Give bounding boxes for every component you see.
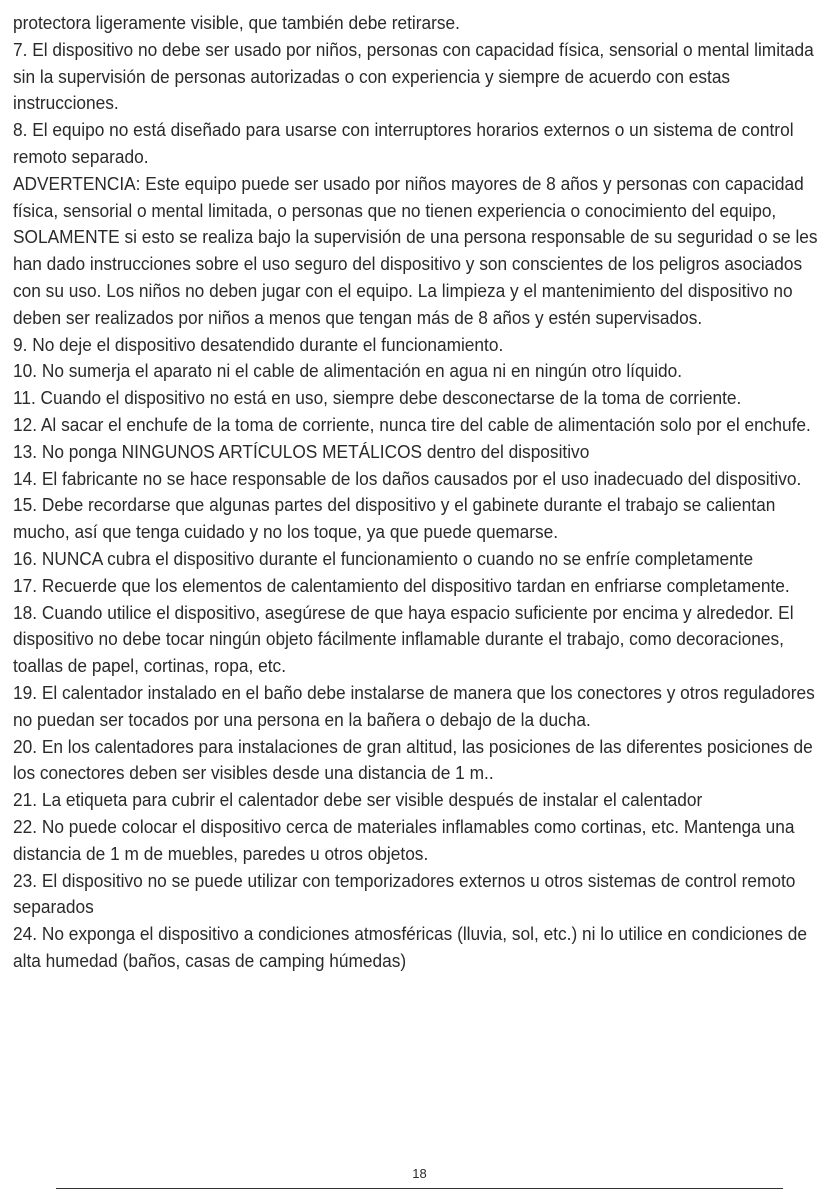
paragraph-warning: ADVERTENCIA: Este equipo puede ser usado por niños mayores de 8 años y personas con capacidad física, sensorial o mental limitada, o personas que no tienen experiencia o conocimiento del equipo, SOLAMENTE si esto se realiza bajo la supervisión de una persona responsable de su seguridad o se les han dado instrucciones sobre el uso seguro del dispositivo y son conscientes de los peligros asociados con su uso. Los niños no deben jugar con el equipo. La limpieza y el mantenimiento del dispositivo no deben ser realizados por niños a menos que tengan más de 8 años y estén supervisados. <box>13 172 818 328</box>
paragraph-item-19: 19. El calentador instalado en el baño debe instalarse de manera que los conectores y otros reguladores no puedan ser tocados por una persona en la bañera o debajo de la ducha. <box>13 681 815 730</box>
paragraph-item-12: 12. Al sacar el enchufe de la toma de corriente, nunca tire del cable de alimentación solo por el enchufe. <box>13 413 811 435</box>
paragraph-item-14: 14. El fabricante no se hace responsable de los daños causados por el uso inadecuado del dispositivo. <box>13 467 802 489</box>
paragraph-item-11: 11. Cuando el dispositivo no está en uso, siempre debe desconectarse de la toma de corriente. <box>13 387 742 409</box>
footer-divider <box>56 1188 783 1189</box>
paragraph-item-22: 22. No puede colocar el dispositivo cerca de materiales inflamables como cortinas, etc. Mantenga una distancia de 1 m de muebles, paredes u otros objetos. <box>13 815 795 864</box>
paragraph-item-7: 7. El dispositivo no debe ser usado por niños, personas con capacidad física, sensorial o mental limitada sin la supervisión de personas autorizadas o con experiencia y siempre de acuerdo con estas instrucciones. <box>13 38 814 114</box>
paragraph-continuation: protectora ligeramente visible, que también debe retirarse. <box>13 12 460 33</box>
paragraph-item-16: 16. NUNCA cubra el dispositivo durante el funcionamiento o cuando no se enfríe completamente <box>13 547 754 569</box>
document-body <box>13 10 818 975</box>
paragraph-item-20: 20. En los calentadores para instalaciones de gran altitud, las posiciones de las diferentes posiciones de los conectores deben ser visibles desde una distancia de 1 m.. <box>13 735 813 784</box>
paragraph-item-18: 18. Cuando utilice el dispositivo, asegúrese de que haya espacio suficiente por encima y alrededor. El dispositivo no debe tocar ningún objeto fácilmente inflamable durante el trabajo, como decoraciones, toallas de papel, cortinas, ropa, etc. <box>13 601 794 677</box>
paragraph-item-17: 17. Recuerde que los elementos de calentamiento del dispositivo tardan en enfriarse completamente. <box>13 574 790 596</box>
paragraph-item-24: 24. No exponga el dispositivo a condiciones atmosféricas (lluvia, sol, etc.) ni lo utilice en condiciones de alta humedad (baños, casas de camping húmedas) <box>13 923 807 971</box>
paragraph-item-10: 10. No sumerja el aparato ni el cable de alimentación en agua ni en ningún otro líquido. <box>13 360 683 382</box>
paragraph-item-13: 13. No ponga NINGUNOS ARTÍCULOS METÁLICOS dentro del dispositivo <box>13 440 590 462</box>
paragraph-item-15: 15. Debe recordarse que algunas partes del dispositivo y el gabinete durante el trabajo se calientan mucho, así que tenga cuidado y no los toque, ya que puede quemarse. <box>13 494 776 543</box>
paragraph-item-23: 23. El dispositivo no se puede utilizar con temporizadores externos u otros sistemas de control remoto separados <box>13 869 796 918</box>
paragraph-item-9: 9. No deje el dispositivo desatendido durante el funcionamiento. <box>13 333 504 355</box>
page-number: 18 <box>412 1166 427 1181</box>
paragraph-item-21: 21. La etiqueta para cubrir el calentador debe ser visible después de instalar el calentador <box>13 789 703 811</box>
paragraph-item-8: 8. El equipo no está diseñado para usarse con interruptores horarios externos o un sistema de control remoto separado. <box>13 119 794 167</box>
